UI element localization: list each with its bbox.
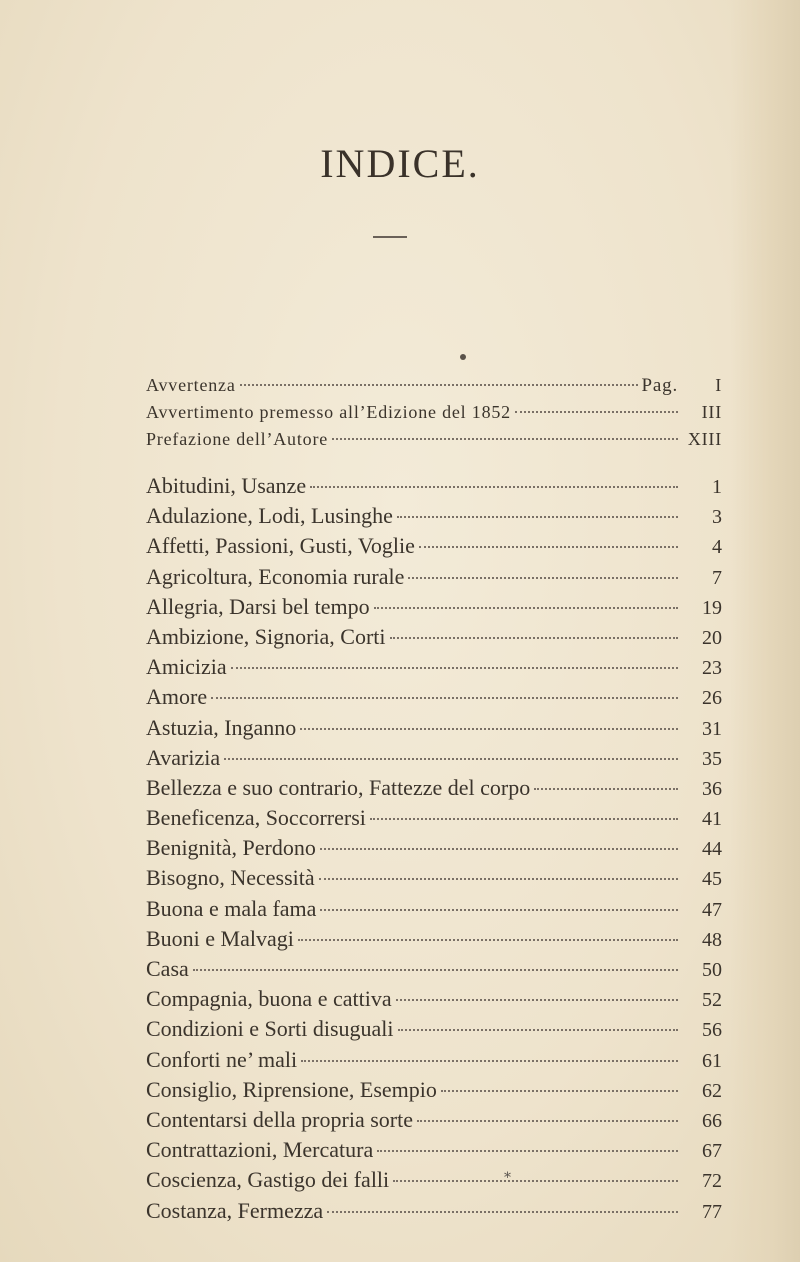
page-number: 48 [702, 928, 722, 951]
entry-label: Bisogno, Necessità [146, 865, 315, 891]
index-entry [146, 1167, 722, 1197]
entry-label: Amicizia [146, 654, 227, 680]
index-entry [146, 594, 722, 624]
dot-leader [301, 1060, 678, 1062]
entry-label: Condizioni e Sorti disuguali [146, 1016, 394, 1042]
entry-label: Contentarsi della propria sorte [146, 1106, 413, 1132]
index-entry [146, 1077, 722, 1107]
page-number: I [715, 375, 722, 395]
dot-leader [298, 939, 678, 941]
dot-leader [370, 818, 678, 820]
entry-label: Astuzia, Inganno [146, 714, 297, 740]
entry-label: Beneficenza, Soccorrersi [146, 805, 366, 831]
front-matter-list [146, 375, 722, 456]
entry-label: Buona e mala fama [146, 895, 317, 921]
index-entry [146, 473, 722, 503]
dot-leader [417, 1120, 678, 1122]
page-number: 50 [702, 959, 722, 981]
index-entry [146, 1198, 722, 1228]
entry-label: Casa [146, 956, 189, 981]
entry-label: Allegria, Darsi bel tempo [146, 593, 370, 619]
page-number: 45 [702, 868, 722, 891]
page-number: 3 [712, 506, 722, 529]
entry-label: Compagnia, buona e cattiva [146, 986, 392, 1012]
page-number: 31 [702, 717, 722, 740]
page-number: 44 [702, 838, 722, 861]
dot-leader [319, 878, 678, 880]
page-number: 47 [702, 898, 722, 921]
entry-label: Adulazione, Lodi, Lusinghe [146, 503, 393, 529]
index-entry [146, 775, 722, 805]
index-entry [146, 684, 722, 714]
dot-leader [398, 1029, 679, 1031]
dot-leader [393, 1180, 678, 1182]
entry-label: Buoni e Malvagi [146, 925, 294, 951]
page-number: 35 [702, 747, 722, 770]
dot-leader [374, 607, 678, 609]
entry-label: Avvertenza [146, 375, 236, 395]
index-entry [146, 835, 722, 865]
page-number: 62 [702, 1079, 722, 1102]
index-entry [146, 805, 722, 835]
index-entry [146, 375, 722, 402]
dot-leader [310, 486, 678, 488]
entry-label: Coscienza, Gastigo dei falli [146, 1167, 390, 1193]
page-number: 23 [702, 657, 722, 680]
dot-leader [320, 848, 678, 850]
dot-leader [408, 577, 678, 579]
pag-abbreviation: Pag. [641, 375, 678, 396]
title-rule [373, 236, 407, 238]
page-number: 77 [702, 1200, 722, 1223]
dot-leader [193, 969, 678, 971]
index-entry [146, 986, 722, 1016]
index-entry [146, 402, 722, 429]
entry-label: Contrattazioni, Mercatura [146, 1137, 374, 1163]
entry-label: Benignità, Perdono [146, 835, 316, 861]
dot-leader [419, 546, 678, 548]
entry-label: Prefazione dell’Autore [146, 429, 329, 449]
index-entry [146, 745, 722, 775]
index-entry [146, 1047, 722, 1077]
page-number: 36 [702, 777, 722, 800]
index-entry [146, 1137, 722, 1167]
dot-leader [300, 728, 678, 730]
index-entry [146, 429, 722, 456]
page-number: III [701, 402, 722, 422]
page-number: 4 [712, 536, 722, 559]
page-number: 67 [702, 1140, 722, 1163]
dot-leader [211, 697, 678, 699]
dot-leader [224, 758, 678, 760]
entry-label: Affetti, Passioni, Gusti, Voglie [146, 533, 415, 559]
entry-label: Avvertimento premesso all’Edizione del 1852 [146, 402, 511, 422]
entry-label: Ambizione, Signoria, Corti [146, 623, 386, 649]
index-entry [146, 624, 722, 654]
signature-mark: * [504, 1170, 511, 1186]
entry-label: Consiglio, Riprensione, Esempio [146, 1076, 437, 1102]
entry-label: Agricoltura, Economia rurale [146, 563, 405, 589]
dot-leader [515, 411, 678, 413]
index-entry [146, 654, 722, 684]
dot-leader [327, 1211, 678, 1213]
index-entry [146, 533, 722, 563]
page-number: 61 [702, 1049, 722, 1072]
entry-label: Conforti ne’ mali [146, 1046, 298, 1072]
dot-leader [377, 1150, 678, 1152]
index-entry [146, 865, 722, 895]
entry-label: Amore [146, 684, 208, 710]
index-entry-list [146, 473, 722, 1228]
page-number: XIII [687, 429, 722, 449]
index-entry [146, 926, 722, 956]
dot-leader [396, 999, 678, 1001]
page-number: 20 [702, 626, 722, 649]
page-number: 7 [712, 566, 722, 589]
dot-leader [231, 667, 678, 669]
ornament-dot [460, 354, 466, 360]
page-number: 1 [712, 476, 722, 498]
entry-label: Avarizia [146, 744, 221, 770]
page-number: 26 [702, 687, 722, 710]
page-number: 41 [702, 808, 722, 831]
dot-leader [320, 909, 678, 911]
dot-leader [441, 1090, 678, 1092]
index-entry [146, 1107, 722, 1137]
dot-leader [390, 637, 678, 639]
entry-label: Costanza, Fermezza [146, 1197, 324, 1223]
dot-leader [534, 788, 678, 790]
index-entry [146, 896, 722, 926]
page-title: INDICE. [320, 141, 480, 186]
dot-leader [332, 438, 678, 440]
page-number: 56 [702, 1019, 722, 1042]
index-entry [146, 1016, 722, 1046]
entry-label: Abitudini, Usanze [146, 473, 307, 498]
index-entry [146, 503, 722, 533]
page-number: 19 [702, 596, 722, 619]
dot-leader [397, 516, 678, 518]
index-entry [146, 564, 722, 594]
page-number: 72 [702, 1170, 722, 1193]
page-number: 52 [702, 989, 722, 1012]
index-entry [146, 956, 722, 986]
page-edge-shadow [730, 0, 800, 1262]
entry-label: Bellezza e suo contrario, Fattezze del corpo [146, 774, 531, 800]
index-entry [146, 715, 722, 745]
page-number: 66 [702, 1109, 722, 1132]
dot-leader [240, 384, 638, 386]
